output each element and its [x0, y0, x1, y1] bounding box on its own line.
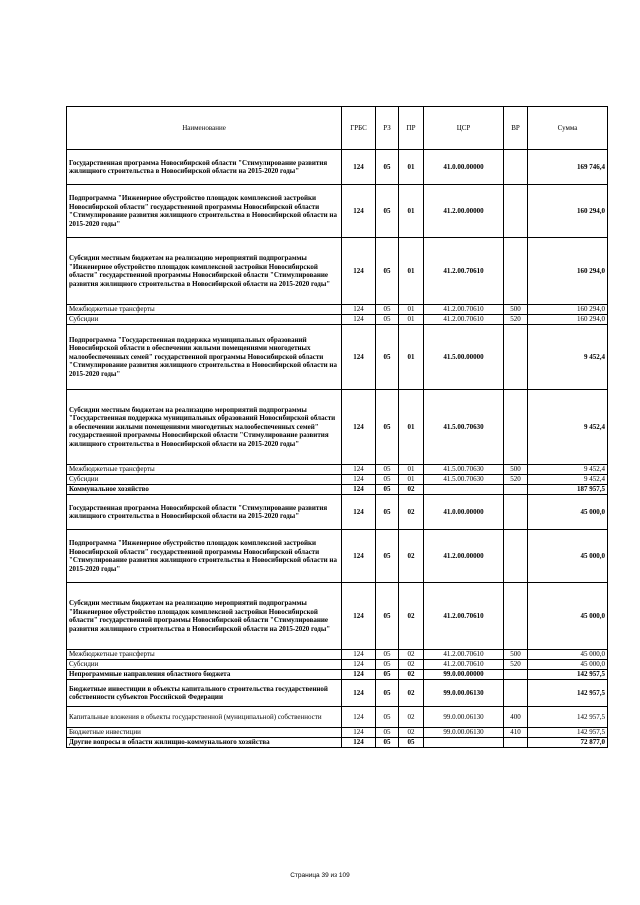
row-pr: 02 — [399, 485, 424, 495]
row-csr: 41.5.00.70630 — [424, 390, 504, 465]
row-grbs: 124 — [342, 495, 376, 530]
row-name: Другие вопросы в области жилищно-коммунального хозяйства — [67, 738, 342, 748]
row-name: Коммунальное хозяйство — [67, 485, 342, 495]
row-pr: 01 — [399, 238, 424, 305]
row-sum: 187 957,5 — [528, 485, 608, 495]
row-pr: 02 — [399, 660, 424, 670]
row-name: Подпрограмма "Инженерное обустройство площадок комплексной застройки Новосибирской области" государственной программы Новосибирской области "Стимулирование развития жилищного строительства в Новосибирской области на 2015-2020 годы" — [67, 530, 342, 583]
row-vr — [504, 238, 528, 305]
table-row — [67, 650, 608, 660]
table-row — [67, 728, 608, 738]
row-sum: 9 452,4 — [528, 390, 608, 465]
row-rz: 05 — [376, 485, 399, 495]
row-name: Капитальные вложения в объекты государственной (муниципальной) собственности — [67, 707, 342, 728]
row-csr: 41.5.00.70630 — [424, 475, 504, 485]
row-csr: 41.5.00.70630 — [424, 465, 504, 475]
row-rz: 05 — [376, 707, 399, 728]
row-pr: 01 — [399, 325, 424, 390]
row-pr: 01 — [399, 390, 424, 465]
row-csr: 41.2.00.70610 — [424, 315, 504, 325]
row-csr: 41.5.00.00000 — [424, 325, 504, 390]
table-row — [67, 465, 608, 475]
row-pr: 01 — [399, 150, 424, 185]
row-csr: 41.2.00.70610 — [424, 583, 504, 650]
row-name: Межбюджетные трансферты — [67, 305, 342, 315]
row-pr: 02 — [399, 495, 424, 530]
row-pr: 01 — [399, 185, 424, 238]
row-name: Субсидии — [67, 315, 342, 325]
row-rz: 05 — [376, 238, 399, 305]
row-vr — [504, 670, 528, 680]
row-pr: 02 — [399, 680, 424, 707]
table-row — [67, 238, 608, 305]
row-vr: 500 — [504, 305, 528, 315]
table-row — [67, 325, 608, 390]
row-sum: 142 957,5 — [528, 680, 608, 707]
row-vr — [504, 680, 528, 707]
row-vr: 520 — [504, 315, 528, 325]
row-sum: 142 957,5 — [528, 728, 608, 738]
header-grbs: ГРБС — [342, 107, 376, 150]
row-pr: 01 — [399, 305, 424, 315]
row-grbs: 124 — [342, 680, 376, 707]
row-grbs: 124 — [342, 485, 376, 495]
row-grbs: 124 — [342, 238, 376, 305]
row-rz: 05 — [376, 583, 399, 650]
row-rz: 05 — [376, 728, 399, 738]
row-name: Субсидии местным бюджетам на реализацию мероприятий подпрограммы "Государственная поддержка муниципальных образований Новосибирской области в обеспечении жилыми помещениями многодетных малообеспеченных семей" государственной программы Новосибирской области "Стимулирование развития жилищного строительства в Новосибирской области на 2015-2020 годы" — [67, 390, 342, 465]
row-rz: 05 — [376, 680, 399, 707]
row-rz: 05 — [376, 150, 399, 185]
header-pr: ПР — [399, 107, 424, 150]
row-grbs: 124 — [342, 738, 376, 748]
row-csr: 41.2.00.70610 — [424, 650, 504, 660]
row-rz: 05 — [376, 465, 399, 475]
row-vr — [504, 390, 528, 465]
row-name: Государственная программа Новосибирской области "Стимулирование развития жилищного строительства в Новосибирской области на 2015-2020 годы" — [67, 150, 342, 185]
row-sum: 72 877,0 — [528, 738, 608, 748]
row-grbs: 124 — [342, 670, 376, 680]
row-csr: 99.0.00.06130 — [424, 728, 504, 738]
row-rz: 05 — [376, 305, 399, 315]
row-sum: 45 000,0 — [528, 495, 608, 530]
row-name: Подпрограмма "Государственная поддержка муниципальных образований Новосибирской области в обеспечении жилыми помещениями многодетных малообеспеченных семей" государственной программы Новосибирской области "Стимулирование развития жилищного строительства в Новосибирской области на 2015-2020 годы" — [67, 325, 342, 390]
row-sum: 9 452,4 — [528, 465, 608, 475]
row-name: Бюджетные инвестиции — [67, 728, 342, 738]
row-sum: 169 746,4 — [528, 150, 608, 185]
row-rz: 05 — [376, 495, 399, 530]
row-csr — [424, 485, 504, 495]
row-csr: 41.2.00.00000 — [424, 185, 504, 238]
header-csr: ЦСР — [424, 107, 504, 150]
header-rz: РЗ — [376, 107, 399, 150]
row-grbs: 124 — [342, 465, 376, 475]
row-csr: 41.2.00.00000 — [424, 530, 504, 583]
row-sum: 9 452,4 — [528, 325, 608, 390]
row-sum: 45 000,0 — [528, 660, 608, 670]
row-sum: 160 294,0 — [528, 238, 608, 305]
header-vr: ВР — [504, 107, 528, 150]
header-sum: Сумма — [528, 107, 608, 150]
row-grbs: 124 — [342, 305, 376, 315]
row-vr — [504, 150, 528, 185]
row-vr: 500 — [504, 650, 528, 660]
row-sum: 45 000,0 — [528, 583, 608, 650]
table-row — [67, 150, 608, 185]
table-header-row — [67, 107, 608, 150]
row-rz: 05 — [376, 315, 399, 325]
row-rz: 05 — [376, 475, 399, 485]
table-row — [67, 583, 608, 650]
row-sum: 160 294,0 — [528, 305, 608, 315]
page-number: Страница 39 из 109 — [290, 872, 350, 879]
row-sum: 160 294,0 — [528, 185, 608, 238]
row-sum: 142 957,5 — [528, 670, 608, 680]
row-csr — [424, 738, 504, 748]
row-name: Субсидии — [67, 475, 342, 485]
row-name: Субсидии — [67, 660, 342, 670]
row-vr — [504, 530, 528, 583]
row-name: Подпрограмма "Инженерное обустройство площадок комплексной застройки Новосибирской области" государственной программы Новосибирской области "Стимулирование развития жилищного строительства в Новосибирской области на 2015-2020 годы" — [67, 185, 342, 238]
row-name: Межбюджетные трансферты — [67, 465, 342, 475]
row-csr: 41.2.00.70610 — [424, 305, 504, 315]
budget-table — [66, 106, 608, 748]
row-name: Субсидии местным бюджетам на реализацию мероприятий подпрограммы "Инженерное обустройство площадок комплексной застройки Новосибирской области" государственной программы Новосибирской области "Стимулирование развития жилищного строительства в Новосибирской области на 2015-2020 годы" — [67, 583, 342, 650]
row-pr: 02 — [399, 728, 424, 738]
row-pr: 01 — [399, 315, 424, 325]
row-pr: 01 — [399, 475, 424, 485]
row-name: Государственная программа Новосибирской области "Стимулирование развития жилищного строительства в Новосибирской области на 2015-2020 годы" — [67, 495, 342, 530]
row-vr: 520 — [504, 660, 528, 670]
row-csr: 99.0.00.06130 — [424, 680, 504, 707]
row-vr — [504, 485, 528, 495]
row-vr — [504, 583, 528, 650]
row-rz: 05 — [376, 650, 399, 660]
table-row — [67, 390, 608, 465]
row-grbs: 124 — [342, 650, 376, 660]
header-name: Наименование — [67, 107, 342, 150]
row-csr: 41.2.00.70610 — [424, 660, 504, 670]
row-vr — [504, 738, 528, 748]
row-rz: 05 — [376, 325, 399, 390]
row-rz: 05 — [376, 530, 399, 583]
row-csr: 99.0.00.00000 — [424, 670, 504, 680]
table-row — [67, 485, 608, 495]
row-pr: 02 — [399, 650, 424, 660]
table-row — [67, 530, 608, 583]
row-grbs: 124 — [342, 583, 376, 650]
row-grbs: 124 — [342, 315, 376, 325]
row-pr: 05 — [399, 738, 424, 748]
row-vr — [504, 325, 528, 390]
row-sum: 9 452,4 — [528, 475, 608, 485]
row-csr: 41.0.00.00000 — [424, 150, 504, 185]
row-vr: 500 — [504, 465, 528, 475]
row-rz: 05 — [376, 738, 399, 748]
table-row — [67, 670, 608, 680]
row-name: Непрограммные направления областного бюджета — [67, 670, 342, 680]
row-grbs: 124 — [342, 660, 376, 670]
row-rz: 05 — [376, 390, 399, 465]
row-grbs: 124 — [342, 325, 376, 390]
row-sum: 160 294,0 — [528, 315, 608, 325]
row-grbs: 124 — [342, 475, 376, 485]
table-row — [67, 680, 608, 707]
row-csr: 41.2.00.70610 — [424, 238, 504, 305]
row-name: Межбюджетные трансферты — [67, 650, 342, 660]
table-row — [67, 495, 608, 530]
row-pr: 02 — [399, 530, 424, 583]
row-sum: 142 957,5 — [528, 707, 608, 728]
row-vr — [504, 185, 528, 238]
row-grbs: 124 — [342, 185, 376, 238]
table-row — [67, 315, 608, 325]
row-csr: 41.0.00.00000 — [424, 495, 504, 530]
row-vr: 410 — [504, 728, 528, 738]
row-vr — [504, 495, 528, 530]
row-sum: 45 000,0 — [528, 530, 608, 583]
row-csr: 99.0.00.06130 — [424, 707, 504, 728]
row-pr: 02 — [399, 583, 424, 650]
table-row — [67, 305, 608, 315]
table-row — [67, 660, 608, 670]
row-sum: 45 000,0 — [528, 650, 608, 660]
table-row — [67, 475, 608, 485]
table-row — [67, 185, 608, 238]
row-name: Бюджетные инвестиции в объекты капитального строительства государственной собственности субъектов Российской Федерации — [67, 680, 342, 707]
row-pr: 01 — [399, 465, 424, 475]
row-grbs: 124 — [342, 390, 376, 465]
row-rz: 05 — [376, 660, 399, 670]
row-grbs: 124 — [342, 707, 376, 728]
row-vr: 400 — [504, 707, 528, 728]
table-body — [67, 150, 608, 748]
row-pr: 02 — [399, 670, 424, 680]
row-grbs: 124 — [342, 728, 376, 738]
row-rz: 05 — [376, 185, 399, 238]
row-grbs: 124 — [342, 150, 376, 185]
row-grbs: 124 — [342, 530, 376, 583]
table-row — [67, 707, 608, 728]
row-pr: 02 — [399, 707, 424, 728]
row-name: Субсидии местным бюджетам на реализацию мероприятий подпрограммы "Инженерное обустройство площадок комплексной застройки Новосибирской области" государственной программы Новосибирской области "Стимулирование развития жилищного строительства в Новосибирской области на 2015-2020 годы" — [67, 238, 342, 305]
row-vr: 520 — [504, 475, 528, 485]
table-row — [67, 738, 608, 748]
row-rz: 05 — [376, 670, 399, 680]
